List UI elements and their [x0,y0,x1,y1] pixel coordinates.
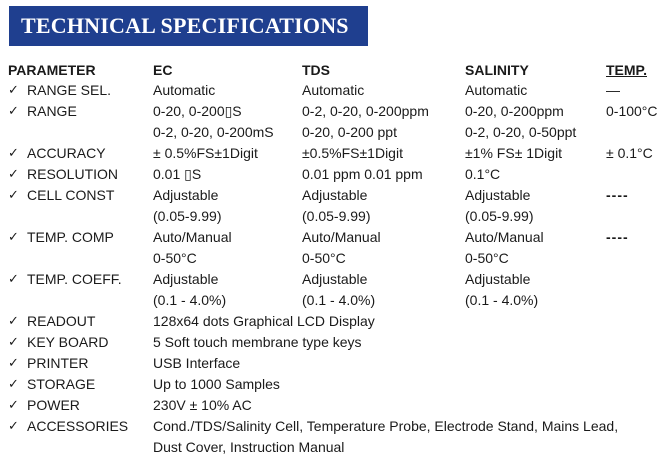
salinity-value: (0.1 - 4.0%) [465,292,539,308]
table-header-row [8,60,664,80]
parameter-label: STORAGE [27,376,96,392]
header-temp: TEMP. [606,62,647,78]
spec-line [8,185,664,206]
page-title: TECHNICAL SPECIFICATIONS [9,6,368,46]
salinity-value: 0-50°C [465,250,509,266]
tds-value: 0.01 ppm 0.01 ppm [302,166,423,182]
spec-rows [8,80,664,458]
ec-value: Automatic [153,82,216,98]
check-icon: ✓ [8,335,19,350]
header-parameter: PARAMETER [8,62,96,78]
spec-line [8,101,664,122]
spec-row-printer [8,353,664,374]
temp-value: — [606,82,620,98]
tds-value: Automatic [302,82,365,98]
spec-row-key-board [8,332,664,353]
salinity-value: ±1% FS± 1Digit [465,145,563,161]
temp-value: 0-100°C [606,103,658,119]
check-icon: ✓ [8,83,19,98]
check-icon: ✓ [8,356,19,371]
spec-line [8,353,664,374]
spec-line [8,227,664,248]
check-icon: ✓ [8,230,19,245]
temp-value: ± 0.1°C [606,145,653,161]
check-icon: ✓ [8,377,19,392]
salinity-value: 0.1°C [465,166,501,182]
spec-line [8,374,664,395]
ec-value: 0-2, 0-20, 0-200mS [153,124,274,140]
parameter-label: RESOLUTION [27,166,119,182]
spec-row-range-sel [8,80,664,101]
salinity-value: 0-2, 0-20, 0-50ppt [465,124,577,140]
spec-line [8,122,664,143]
spec-line [8,437,664,458]
spec-value: Up to 1000 Samples [153,376,280,392]
check-icon: ✓ [8,272,19,287]
parameter-label: RANGE [27,103,77,119]
ec-value: ± 0.5%FS±1Digit [153,145,258,161]
spec-value: Dust Cover, Instruction Manual [153,439,345,455]
spec-value: 128x64 dots Graphical LCD Display [153,313,375,329]
parameter-label: TEMP. COMP [27,229,114,245]
check-icon: ✓ [8,167,19,182]
parameter-label: PRINTER [27,355,89,371]
parameter-label: ACCURACY [27,145,106,161]
tds-value: (0.05-9.99) [302,208,371,224]
parameter-label: ACCESSORIES [27,418,129,434]
spec-row-range [8,101,664,143]
tds-value: 0-50°C [302,250,346,266]
spec-line [8,143,664,164]
spec-line [8,164,664,185]
spec-row-temp-coeff [8,269,664,311]
spec-value: 5 Soft touch membrane type keys [153,334,362,350]
temp-value: ---- [606,229,629,245]
spec-line [8,290,664,311]
parameter-label: READOUT [27,313,96,329]
parameter-label: CELL CONST [27,187,115,203]
spec-value: USB Interface [153,355,241,371]
temp-value: ---- [606,187,629,203]
check-icon: ✓ [8,419,19,434]
spec-row-resolution [8,164,664,185]
ec-value: (0.1 - 4.0%) [153,292,227,308]
tds-value: 0-2, 0-20, 0-200ppm [302,103,429,119]
salinity-value: Adjustable [465,187,531,203]
check-icon: ✓ [8,188,19,203]
ec-value: Adjustable [153,271,219,287]
parameter-label: RANGE SEL. [27,82,112,98]
check-icon: ✓ [8,146,19,161]
check-icon: ✓ [8,314,19,329]
tds-value: (0.1 - 4.0%) [302,292,376,308]
spec-line [8,416,664,437]
tds-value: 0-20, 0-200 ppt [302,124,397,140]
spec-row-accuracy [8,143,664,164]
spec-value: Cond./TDS/Salinity Cell, Temperature Probe, Electrode Stand, Mains Lead, [153,418,619,434]
header-salinity: SALINITY [465,62,529,78]
spec-row-readout [8,311,664,332]
spec-line [8,395,664,416]
spec-line [8,311,664,332]
tds-value: Auto/Manual [302,229,381,245]
salinity-value: Automatic [465,82,528,98]
spec-line [8,80,664,101]
salinity-value: 0-20, 0-200ppm [465,103,564,119]
tds-value: Adjustable [302,271,368,287]
ec-value: 0-50°C [153,250,197,266]
header-ec: EC [153,62,173,78]
spec-line [8,248,664,269]
salinity-value: (0.05-9.99) [465,208,534,224]
parameter-label: KEY BOARD [27,334,109,350]
parameter-label: POWER [27,397,80,413]
ec-value: Auto/Manual [153,229,232,245]
spec-row-accessories [8,416,664,458]
spec-line [8,269,664,290]
header-tds: TDS [302,62,330,78]
salinity-value: Adjustable [465,271,531,287]
parameter-label: TEMP. COEFF. [27,271,122,287]
spec-row-cell-const [8,185,664,227]
spec-row-power [8,395,664,416]
ec-value: (0.05-9.99) [153,208,222,224]
ec-value: Adjustable [153,187,219,203]
spec-row-storage [8,374,664,395]
spec-row-temp-comp [8,227,664,269]
spec-value: 230V ± 10% AC [153,397,252,413]
salinity-value: Auto/Manual [465,229,544,245]
tds-value: ±0.5%FS±1Digit [302,145,403,161]
ec-value: 0-20, 0-200▯S [153,103,242,119]
check-icon: ✓ [8,398,19,413]
specifications-table [8,60,664,458]
ec-value: 0.01 ▯S [153,166,202,182]
spec-line [8,332,664,353]
spec-line [8,206,664,227]
check-icon: ✓ [8,104,19,119]
tds-value: Adjustable [302,187,368,203]
